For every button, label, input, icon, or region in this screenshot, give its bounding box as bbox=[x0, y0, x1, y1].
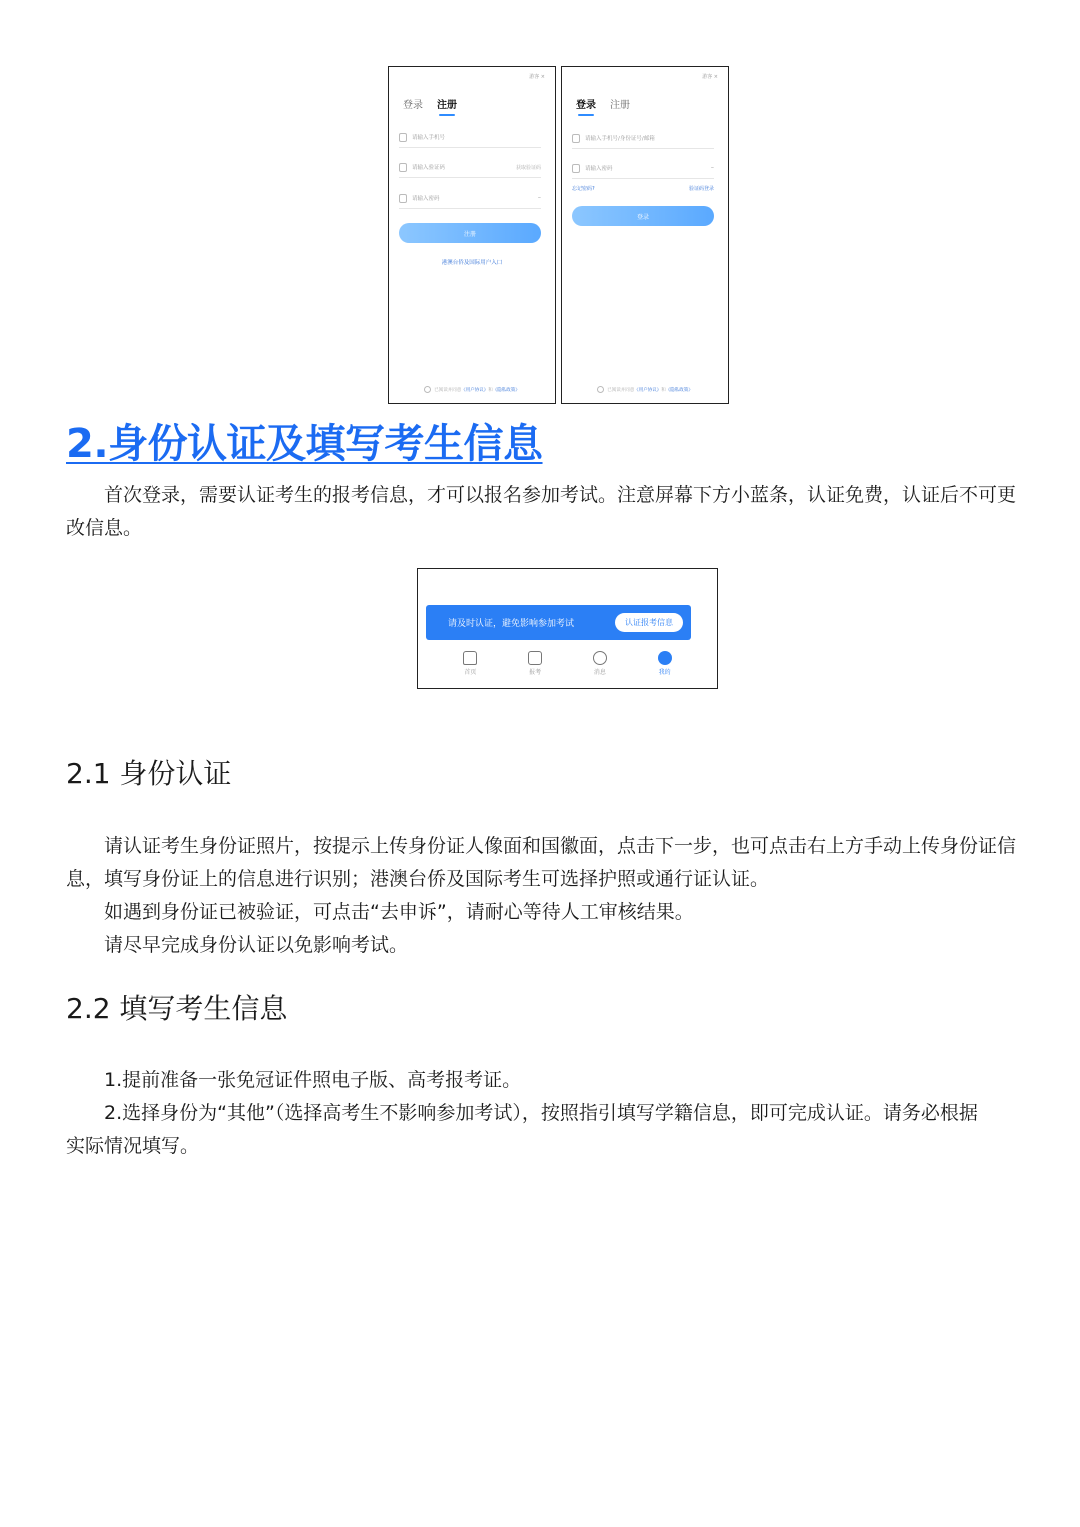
forgot-password-link: 忘记密码? bbox=[572, 186, 595, 192]
agree-prefix: 已阅读并同意 bbox=[607, 388, 635, 393]
s21-reminder: 请尽早完成身份认证以免影响考试。 bbox=[104, 934, 409, 956]
password-field bbox=[399, 188, 541, 209]
password-field bbox=[572, 158, 714, 179]
auth-tabs bbox=[576, 96, 630, 111]
tab-login: 登录 bbox=[576, 96, 596, 111]
phone-icon bbox=[399, 133, 407, 142]
nav-apply bbox=[515, 651, 555, 676]
guest-close-label: 游客 × bbox=[529, 74, 545, 80]
code-field bbox=[399, 157, 541, 178]
nav-apply-label: 报考 bbox=[529, 669, 542, 676]
guest-close-label: 游客 × bbox=[702, 74, 718, 80]
login-screenshot bbox=[561, 66, 729, 404]
nav-home bbox=[450, 651, 490, 676]
nav-me bbox=[645, 651, 685, 676]
verify-banner-screenshot bbox=[417, 568, 718, 689]
nav-home-label: 首页 bbox=[464, 669, 477, 676]
agree-prefix: 已阅读并同意 bbox=[434, 388, 462, 393]
verify-info-button: 认证报考信息 bbox=[615, 613, 683, 632]
s21-line-1: 请认证考生身份证照片，按提示上传身份证人像面和国徽面，点击下一步，也可点击右上方手动上传身份证信 bbox=[104, 835, 1017, 857]
phone-field bbox=[399, 127, 541, 148]
s22-step-1: 1.提前准备一张免冠证件照电子版、高考报考证。 bbox=[104, 1069, 522, 1091]
tab-login: 登录 bbox=[403, 100, 423, 111]
agree-and: 和 bbox=[488, 388, 493, 393]
section-2-2-title: 2.2 填写考生信息 bbox=[66, 992, 288, 1025]
sms-login-link: 验证码登录 bbox=[688, 186, 714, 192]
nav-me-label: 我的 bbox=[658, 669, 671, 676]
login-links-row bbox=[572, 185, 714, 192]
s22-step-2-line-2: 实际情况填写。 bbox=[66, 1135, 200, 1157]
profile-icon bbox=[658, 651, 672, 665]
lock-icon bbox=[399, 194, 407, 203]
user-agreement-link: 《用户协议》 bbox=[461, 388, 489, 393]
account-placeholder: 请输入手机号/身份证号/邮箱 bbox=[585, 136, 655, 142]
section-2-1-body bbox=[66, 830, 1016, 962]
s21-appeal: 如遇到身份证已被验证，可点击“去申诉”，请耐心等待人工审核结果。 bbox=[104, 901, 694, 923]
checkbox-icon bbox=[597, 386, 604, 393]
phone-placeholder: 请输入手机号 bbox=[412, 135, 446, 141]
password-placeholder: 请输入密码 bbox=[585, 166, 613, 172]
intro-line-1: 首次登录，需要认证考生的报考信息，才可以报名参加考试。注意屏幕下方小蓝条，认证免费，认证后不可更 bbox=[104, 484, 1017, 506]
tab-register: 注册 bbox=[437, 96, 457, 111]
s21-line-2: 息，填写身份证上的信息进行识别；港澳台侨及国际考生可选择护照或通行证认证。 bbox=[66, 868, 770, 890]
privacy-link: 《隐私政策》 bbox=[665, 388, 693, 393]
verify-banner bbox=[426, 605, 691, 640]
auth-tabs bbox=[403, 96, 457, 111]
section-2-title: 2.身份认证及填写考生信息 bbox=[66, 421, 543, 467]
checkbox-icon bbox=[424, 386, 431, 393]
nav-messages-label: 消息 bbox=[593, 669, 606, 676]
privacy-link: 《隐私政策》 bbox=[492, 388, 520, 393]
register-button: 注册 bbox=[399, 223, 541, 243]
agreement-line bbox=[562, 386, 728, 393]
user-agreement-link: 《用户协议》 bbox=[634, 388, 662, 393]
agreement-line bbox=[389, 386, 555, 393]
eye-icon: ⌣ bbox=[710, 165, 714, 171]
agree-and: 和 bbox=[661, 388, 666, 393]
bottom-nav bbox=[418, 651, 717, 676]
tab-register: 注册 bbox=[610, 100, 630, 111]
code-placeholder: 请输入验证码 bbox=[412, 165, 446, 171]
eye-icon: ⌣ bbox=[537, 195, 541, 201]
banner-text: 请及时认证，避免影响参加考试 bbox=[448, 619, 575, 629]
section-2-intro bbox=[66, 479, 1016, 545]
section-2-2-body bbox=[66, 1064, 1016, 1163]
intl-entry-link: 港澳台侨及国际用户入口 bbox=[441, 260, 503, 266]
password-placeholder: 请输入密码 bbox=[412, 196, 440, 202]
section-2-1-title: 2.1 身份认证 bbox=[66, 757, 232, 790]
login-button: 登录 bbox=[572, 206, 714, 226]
document-icon bbox=[528, 651, 542, 665]
user-icon bbox=[572, 134, 580, 143]
s22-step-2-line-1: 2.选择身份为“其他”（选择高考生不影响参加考试），按照指引填写学籍信息，即可完成认证。请务必根据 bbox=[104, 1102, 978, 1124]
shield-icon bbox=[399, 163, 407, 172]
home-icon bbox=[463, 651, 477, 665]
account-field bbox=[572, 128, 714, 149]
nav-messages bbox=[580, 651, 620, 676]
chat-icon bbox=[593, 651, 607, 665]
register-screenshot bbox=[388, 66, 556, 404]
intro-line-2: 改信息。 bbox=[66, 517, 143, 539]
get-code-link: 获取验证码 bbox=[515, 164, 541, 171]
lock-icon bbox=[572, 164, 580, 173]
